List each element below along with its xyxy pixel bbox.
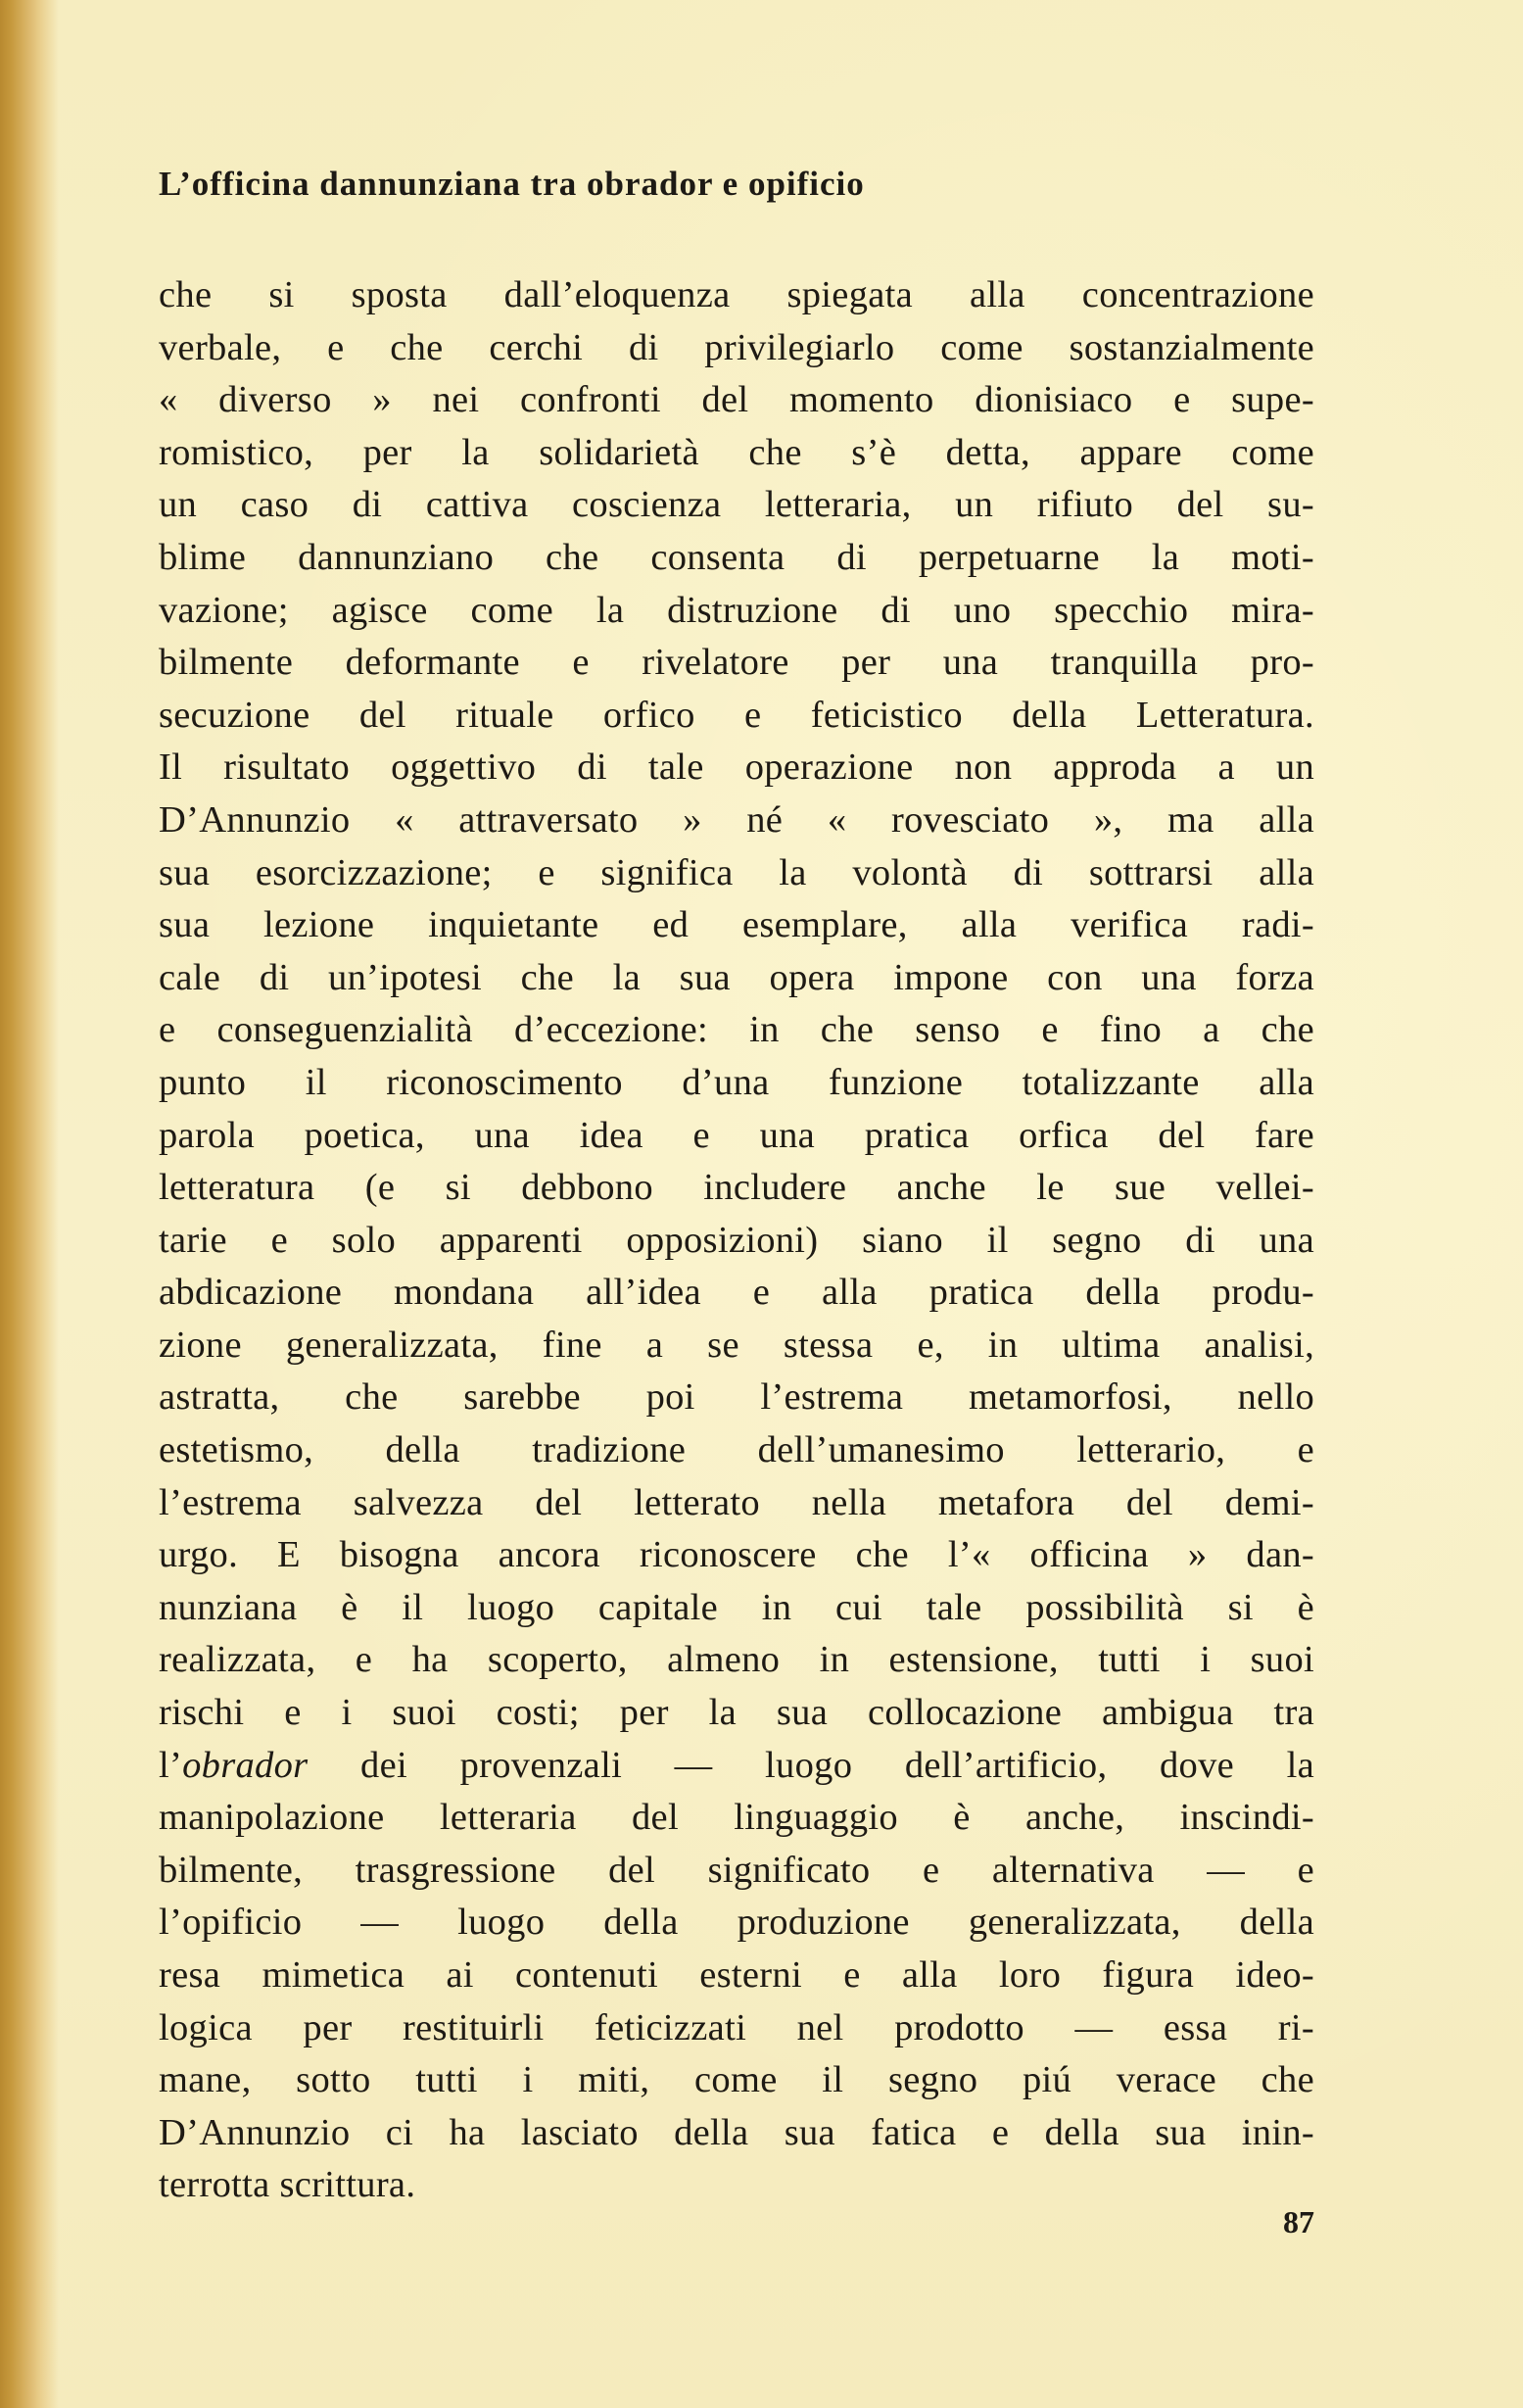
text-line: l’opificio — luogo della produzione generalizzata, della bbox=[159, 1902, 1314, 1944]
text-line: realizzata, e ha scoperto, almeno in estensione, tutti i suoi bbox=[159, 1639, 1314, 1681]
text-line: zione generalizzata, fine a se stessa e, in ultima analisi, bbox=[159, 1324, 1314, 1366]
text-line: secuzione del rituale orfico e feticistico della Letteratura. bbox=[159, 694, 1314, 736]
text-line: letteratura (e si debbono includere anche le sue vellei- bbox=[159, 1167, 1314, 1209]
text-line: bilmente deformante e rivelatore per una tranquilla pro- bbox=[159, 642, 1314, 684]
text-line: estetismo, della tradizione dell’umanesimo letterario, e bbox=[159, 1429, 1314, 1471]
text-line: cale di un’ipotesi che la sua opera impone con una forza bbox=[159, 956, 1314, 998]
page-number: 87 bbox=[1283, 2204, 1314, 2239]
text-line: nunziana è il luogo capitale in cui tale possibilità si è bbox=[159, 1586, 1314, 1628]
text-line: manipolazione letteraria del linguaggio è anche, inscindi- bbox=[159, 1797, 1314, 1839]
text-line-italic bbox=[159, 1740, 1314, 1793]
text-line: vazione; agisce come la distruzione di uno specchio mira- bbox=[159, 589, 1314, 631]
text-line: l’estrema salvezza del letterato nella metafora del demi- bbox=[159, 1481, 1314, 1523]
text-line: resa mimetica ai contenuti esterni e alla loro figura ideo- bbox=[159, 1954, 1314, 1996]
text-line: verbale, e che cerchi di privilegiarlo come sostanzialmente bbox=[159, 326, 1314, 368]
spine-shadow bbox=[0, 0, 59, 2408]
text-line: un caso di cattiva coscienza letteraria, un rifiuto del su- bbox=[159, 484, 1314, 526]
text-line: parola poetica, una idea e una pratica orfica del fare bbox=[159, 1114, 1314, 1156]
text-line-last: terrotta scrittura. bbox=[159, 2164, 416, 2206]
text-line: sua lezione inquietante ed esemplare, alla verifica radi- bbox=[159, 904, 1314, 946]
text-line: e conseguenzialità d’eccezione: in che senso e fino a che bbox=[159, 1009, 1314, 1051]
text-line: tarie e solo apparenti opposizioni) siano il segno di una bbox=[159, 1219, 1314, 1261]
text-line: punto il riconoscimento d’una funzione totalizzante alla bbox=[159, 1061, 1314, 1103]
body-text bbox=[159, 269, 1314, 2212]
text-line: blime dannunziano che consenta di perpetuarne la moti- bbox=[159, 536, 1314, 578]
text-line: che si sposta dall’eloquenza spiegata alla concentrazione bbox=[159, 274, 1314, 315]
text-line: sua esorcizzazione; e significa la volontà di sottrarsi alla bbox=[159, 851, 1314, 893]
text-line: rischi e i suoi costi; per la sua collocazione ambigua tra bbox=[159, 1692, 1314, 1734]
italic-word-obrador: obrador bbox=[182, 1744, 309, 1786]
italic-line-suffix: dei provenzali — luogo dell’artificio, dove la bbox=[308, 1744, 1314, 1786]
text-line: Il risultato oggettivo di tale operazione non approda a un bbox=[159, 746, 1314, 789]
text-line: urgo. E bisogna ancora riconoscere che l’« officina » dan- bbox=[159, 1534, 1314, 1576]
text-line: romistico, per la solidarietà che s’è detta, appare come bbox=[159, 431, 1314, 473]
text-line: D’Annunzio « attraversato » né « rovesciato », ma alla bbox=[159, 798, 1314, 841]
running-head: L’officina dannunziana tra obrador e opificio bbox=[159, 165, 865, 203]
text-line: astratta, che sarebbe poi l’estrema metamorfosi, nello bbox=[159, 1376, 1314, 1419]
text-line: abdicazione mondana all’idea e alla pratica della produ- bbox=[159, 1272, 1314, 1314]
text-line: mane, sotto tutti i miti, come il segno piú verace che bbox=[159, 2059, 1314, 2101]
text-line: « diverso » nei confronti del momento dionisiaco e supe- bbox=[159, 379, 1314, 421]
text-line: D’Annunzio ci ha lasciato della sua fatica e della sua inin- bbox=[159, 2111, 1314, 2153]
italic-line-prefix: l’ bbox=[159, 1744, 183, 1786]
text-line: bilmente, trasgressione del significato e alternativa — e bbox=[159, 1849, 1314, 1891]
text-line: logica per restituirli feticizzati nel prodotto — essa ri- bbox=[159, 2006, 1314, 2048]
